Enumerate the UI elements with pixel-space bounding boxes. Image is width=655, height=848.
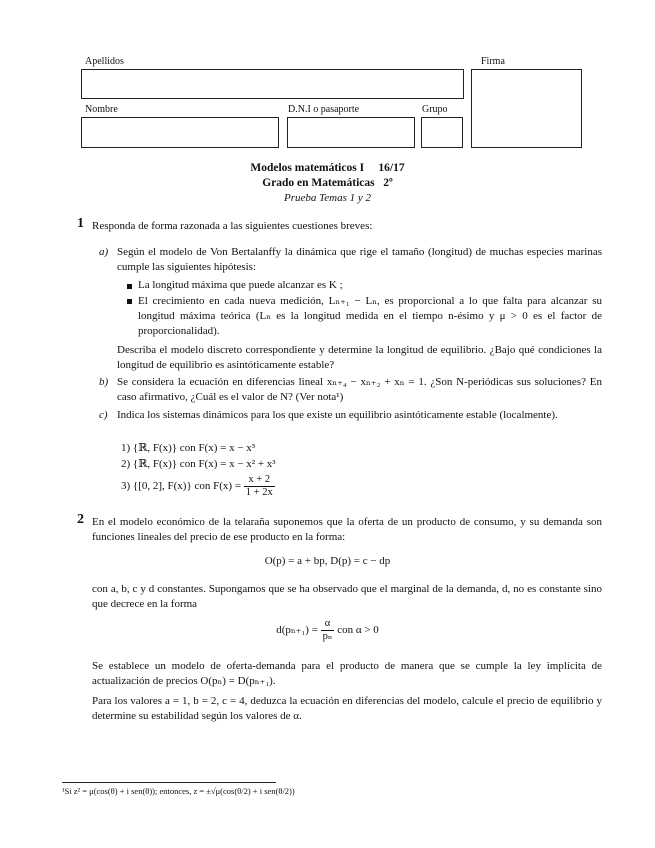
- fraction-numerator: x + 2: [244, 474, 275, 487]
- equation-fraction: [321, 618, 335, 643]
- fraction-denominator: 1 + 2x: [245, 487, 273, 498]
- exam-subtitle: Prueba Temas 1 y 2: [284, 192, 371, 204]
- q1c-system-3-prefix: 3) {[0, 2], F(x)} con F(x) =: [121, 480, 242, 493]
- q1c-text: Indica los sistemas dinámicos para los que existe un equilibrio asintóticamente estable (localmente).: [117, 409, 558, 421]
- marginal-demand-equation: [0, 618, 655, 643]
- grupo-field[interactable]: [421, 117, 463, 148]
- degree-title: Grado en Matemáticas 2º: [262, 177, 393, 189]
- nombre-label: Nombre: [85, 104, 118, 115]
- footnote-rule: [62, 782, 276, 783]
- footnote-text: ¹Si z² = μ(cos(θ) + i sen(θ)); entonces, z = ±√μ(cos(θ/2) + i sen(θ/2)): [62, 786, 295, 796]
- q1a-closing: Describa el modelo discreto correspondiente y determine la longitud de equilibrio. ¿Bajo qué condiciones la longitud de equilibrio es asintóticamente estable?: [117, 344, 602, 371]
- question-2-intro: En el modelo económico de la telaraña suponemos que la oferta de un producto de consumo, y su demanda son funciones lineales del precio de ese producto en la forma:: [92, 516, 602, 543]
- firma-field[interactable]: [471, 69, 582, 148]
- dni-field[interactable]: [287, 117, 415, 148]
- q1a-bullet-2: El crecimiento en cada nueva medición, Lₙ₊₁ − Lₙ, es proporcional a lo que falta para alcanzar su longitud máxima teórica (Lₙ es la longitud medida en el tiempo n-ésimo y μ > 0 es el factor de proporcionalidad).: [138, 295, 602, 337]
- equation-lhs: d(pₙ₊₁) =: [276, 624, 318, 637]
- q1a-bullet-1: La longitud máxima que puede alcanzar es K ;: [138, 279, 343, 291]
- apellidos-field[interactable]: [81, 69, 464, 99]
- firma-label: Firma: [481, 56, 505, 67]
- q1c-label: c): [99, 409, 108, 421]
- question-2-para-1: con a, b, c y d constantes. Supongamos que se ha observado que el marginal de la demanda, d, no es constante sino que decrece en la forma: [92, 583, 602, 610]
- q1b-label: b): [99, 376, 109, 388]
- q1b-text: Se considera la ecuación en diferencias lineal xₙ₊₄ − xₙ₊₂ + xₙ = 1. ¿Son N-periódicas sus soluciones? En caso afirmativo, ¿Cuál es el valor de N? (Ver nota¹): [117, 376, 602, 403]
- question-1-intro: Responda de forma razonada a las siguientes cuestiones breves:: [92, 220, 373, 232]
- bullet-marker: [127, 284, 132, 289]
- q1a-text: Según el modelo de Von Bertalanffy la dinámica que rige el tamaño (longitud) de muchas especies marinas cumple las siguientes hipótesis:: [117, 246, 602, 273]
- bullet-marker: [127, 299, 132, 304]
- q1c-system-3: [121, 474, 275, 499]
- question-2-para-3: Para los valores a = 1, b = 2, c = 4, deduzca la ecuación en diferencias del modelo, calcule el precio de equilibrio y determine su estabilidad según los valores de α.: [92, 695, 602, 722]
- nombre-field[interactable]: [81, 117, 279, 148]
- question-2-para-2: Se establece un modelo de oferta-demanda para el producto de manera que se cumple la ley implícita de actualización de precios O(pₙ) = D(pₙ₊₁).: [92, 660, 602, 687]
- q1c-system-2: 2) {ℝ, F(x)} con F(x) = x − x² + x³: [121, 458, 276, 470]
- question-1-number: 1: [77, 216, 84, 231]
- supply-demand-equation: O(p) = a + bp, D(p) = c − dp: [264, 555, 391, 567]
- q1c-system-3-fraction: [244, 474, 275, 499]
- course-title: Modelos matemáticos I 16/17: [250, 162, 405, 174]
- fraction-numerator: α: [321, 618, 335, 631]
- question-2-number: 2: [77, 512, 84, 527]
- apellidos-label: Apellidos: [85, 56, 124, 67]
- dni-label: D.N.I o pasaporte: [288, 104, 360, 115]
- fraction-denominator: pₙ: [322, 631, 333, 642]
- q1a-label: a): [99, 246, 109, 258]
- q1c-system-1: 1) {ℝ, F(x)} con F(x) = x − x³: [121, 442, 256, 454]
- grupo-label: Grupo: [422, 104, 448, 115]
- equation-rhs: con α > 0: [337, 624, 379, 637]
